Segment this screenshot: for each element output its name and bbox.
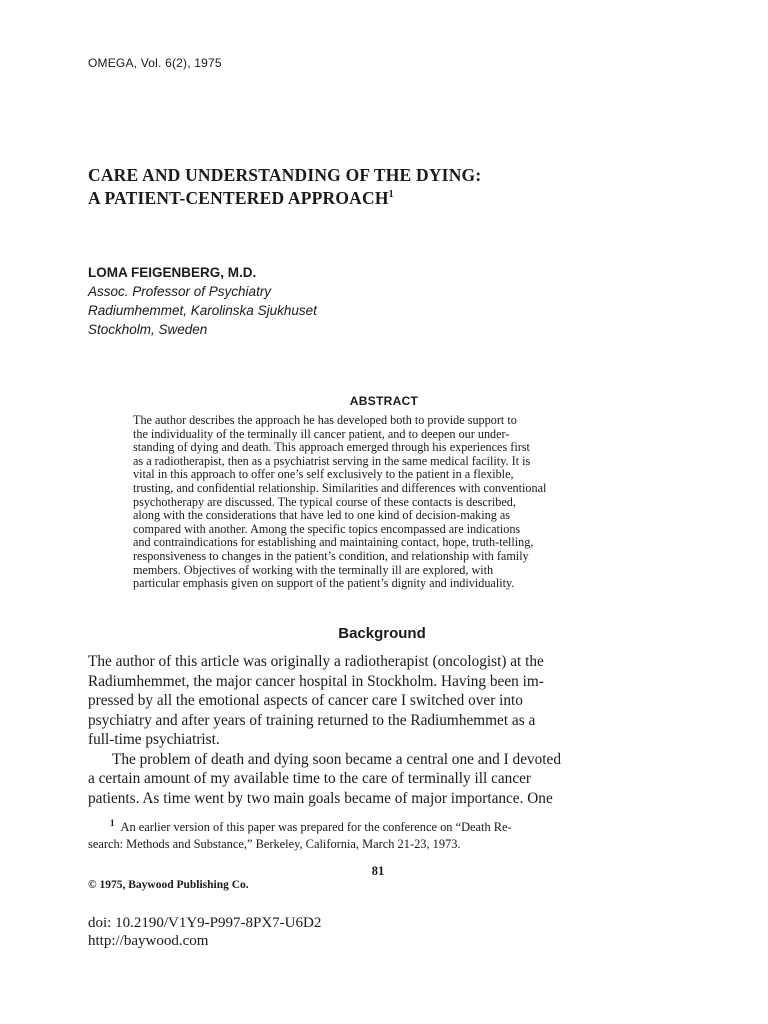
- abstract-line: the individuality of the terminally ill cancer patient, and to deepen our under-: [133, 426, 510, 441]
- abstract-body: [133, 414, 693, 591]
- author-affiliation-title: Assoc. Professor of Psychiatry: [88, 284, 272, 299]
- author-affiliation-institution: Radiumhemmet, Karolinska Sjukhuset: [88, 303, 317, 318]
- doi-block: [88, 914, 321, 950]
- background-body: [88, 652, 561, 808]
- abstract-line: responsiveness to changes in the patient’s condition, and relationship with family: [133, 548, 529, 563]
- doi-text: doi: 10.2190/V1Y9-P997-8PX7-U6D2: [88, 915, 322, 931]
- footnote-line-1-text: An earlier version of this paper was prepared for the conference on “Death Re-: [120, 820, 512, 835]
- abstract-line: and contraindications for establishing and maintaining contact, hope, truth-telling,: [133, 535, 534, 550]
- abstract-line: compared with another. Among the specific topics encompassed are indications: [133, 521, 521, 536]
- author-block: [88, 263, 317, 339]
- body-line: Radiumhemmet, the major cancer hospital in Stockholm. Having been im-: [88, 672, 544, 690]
- abstract-line: trusting, and confidential relationship. Similarities and differences with conventional: [133, 480, 547, 495]
- abstract-line: as a radiotherapist, then as a psychiatrist serving in the same medical facility. It is: [133, 453, 531, 468]
- abstract-line: particular emphasis given on support of the patient’s dignity and individuality.: [133, 576, 515, 591]
- title-line-2: [88, 187, 481, 210]
- abstract-heading: ABSTRACT: [349, 394, 419, 408]
- page-number: 81: [371, 864, 385, 878]
- body-line: a certain amount of my available time to the care of terminally ill cancer: [88, 770, 531, 787]
- author-name: LOMA FEIGENBERG, M.D.: [88, 265, 257, 280]
- body-line: patients. As time went by two main goals became of major importance. One: [88, 789, 553, 807]
- copyright-notice: © 1975, Baywood Publishing Co.: [88, 879, 249, 891]
- abstract-line: along with the considerations that have led to one kind of decision-making as: [133, 508, 511, 523]
- abstract-line: standing of dying and death. This approach emerged through his experiences first: [133, 440, 530, 455]
- body-line: The author of this article was originally a radiotherapist (oncologist) at the: [88, 653, 544, 670]
- abstract-line: vital in this approach to offer one’s self exclusively to the patient in a flexible,: [133, 467, 514, 482]
- footnote-mark: 1: [110, 818, 115, 828]
- title-line-1: CARE AND UNDERSTANDING OF THE DYING:: [88, 165, 482, 185]
- footnote-line-1: [88, 815, 512, 836]
- title-footnote-mark: 1: [388, 189, 394, 201]
- author-affiliation-location: Stockholm, Sweden: [88, 322, 208, 337]
- footnote: [88, 815, 512, 853]
- title-line-2-text: A PATIENT-CENTERED APPROACH: [88, 188, 389, 208]
- section-heading-background: Background: [338, 625, 426, 642]
- publisher-url: http://baywood.com: [88, 933, 209, 949]
- article-title: [88, 164, 481, 210]
- body-line: full-time psychiatrist.: [88, 731, 220, 748]
- abstract-line: The author describes the approach he has developed both to provide support to: [133, 413, 517, 427]
- journal-citation: OMEGA, Vol. 6(2), 1975: [88, 56, 222, 70]
- body-line: pressed by all the emotional aspects of cancer care I switched over into: [88, 692, 523, 709]
- body-line: The problem of death and dying soon became a central one and I devoted: [112, 750, 561, 768]
- body-line: psychiatry and after years of training returned to the Radiumhemmet as a: [88, 711, 536, 729]
- abstract-line: members. Objectives of working with the terminally ill are explored, with: [133, 562, 494, 577]
- footnote-line-2: search: Methods and Substance,” Berkeley, California, March 21-23, 1973.: [88, 837, 461, 852]
- abstract-line: psychotherapy are discussed. The typical course of these contacts is described,: [133, 494, 516, 509]
